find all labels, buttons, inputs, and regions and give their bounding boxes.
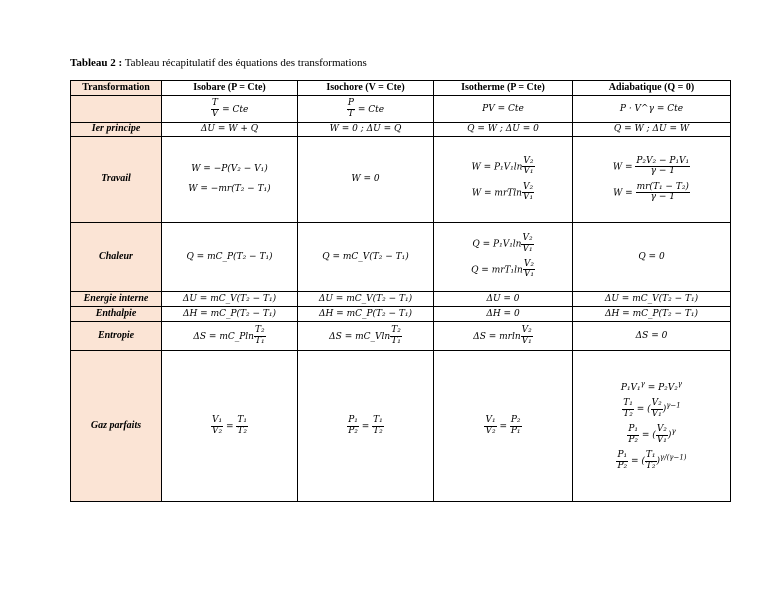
enthalpie-row bbox=[71, 307, 731, 322]
enthalpie-isochore: ΔH = mC_P(T₂ − T₁) bbox=[298, 307, 434, 322]
travail-head: Travail bbox=[71, 137, 162, 223]
header-isotherme: Isotherme (P = Cte) bbox=[434, 81, 573, 96]
law-row-head bbox=[71, 96, 162, 123]
energie-isobare: ΔU = mC_V(T₂ − T₁) bbox=[162, 292, 298, 307]
entropie-isobare: ΔS = mC_Pln $\frac{\text{T₂}}{\text{T₁}}$ bbox=[162, 322, 298, 351]
chaleur-adiabatique: Q = 0 bbox=[573, 223, 731, 292]
entropie-isotherme: ΔS = mrln $\frac{\text{V₂}}{\text{V₁}}$ bbox=[434, 322, 573, 351]
gaz-adiabatique: P₁V₁$^\gamma$ = P₂V₂$^\gamma$ $\frac{\text{T₁}}{\text{T₂}}$ = ( $\frac{\text{V₂}}{\text{V₁}}$ )$^{\gamma-1}$ $\frac{\text{P₁}}{\text{P₂}}$ = ( $\frac{\text{V₂}}{\text{V₁}}$ )$^\gamma$ $\frac{\text{P₁}}{\text{P₂}}$ = ( $\frac{\text{T₁}}{\text{T₂}}$ )$^{\gamma/(\gamma-1)}$ bbox=[573, 351, 731, 502]
law-row bbox=[71, 96, 731, 123]
principe-adiabatique: Q = W ; ΔU = W bbox=[573, 123, 731, 137]
chaleur-isobare: Q = mC_P(T₂ − T₁) bbox=[162, 223, 298, 292]
header-row bbox=[71, 81, 731, 96]
principe-isotherme: Q = W ; ΔU = 0 bbox=[434, 123, 573, 137]
gaz-row bbox=[71, 351, 731, 502]
entropie-row bbox=[71, 322, 731, 351]
energie-isochore: ΔU = mC_V(T₂ − T₁) bbox=[298, 292, 434, 307]
energie-head: Energie interne bbox=[71, 292, 162, 307]
gaz-isochore: $\frac{\text{P₁}}{\text{P₂}}$ = $\frac{\text{T₁}}{\text{T₂}}$ bbox=[298, 351, 434, 502]
travail-isotherme: W = P₁V₁ln $\frac{\text{V₂}}{\text{V₁}}$ W = mrTln $\frac{\text{V₂}}{\text{V₁}}$ bbox=[434, 137, 573, 223]
gaz-isobare: $\frac{\text{V₁}}{\text{V₂}}$ = $\frac{\text{T₁}}{\text{T₂}}$ bbox=[162, 351, 298, 502]
travail-adiabatique: W = $\frac{\text{P₂V₂ − P₁V₁}}{\gamma - 1}$ W = $\frac{\text{mr(T₁ − T₂)}}{\gamma - 1}$ bbox=[573, 137, 731, 223]
caption-label: Tableau 2 : bbox=[70, 57, 123, 69]
travail-row bbox=[71, 137, 731, 223]
travail-isochore: W = 0 bbox=[298, 137, 434, 223]
chaleur-isotherme: Q = P₁V₁ln $\frac{\text{V₂}}{\text{V₁}}$ Q = mrT₁ln $\frac{\text{V₂}}{\text{V₁}}$ bbox=[434, 223, 573, 292]
enthalpie-isobare: ΔH = mC_P(T₂ − T₁) bbox=[162, 307, 298, 322]
gaz-head: Gaz parfaits bbox=[71, 351, 162, 502]
law-isobare: $\frac{T}{V}$ = Cte bbox=[162, 96, 298, 123]
table-caption bbox=[70, 57, 367, 69]
enthalpie-adiabatique: ΔH = mC_P(T₂ − T₁) bbox=[573, 307, 731, 322]
principe-head: Ier principe bbox=[71, 123, 162, 137]
entropie-isochore: ΔS = mC_Vln $\frac{\text{T₂}}{\text{T₁}}$ bbox=[298, 322, 434, 351]
law-isotherme: PV = Cte bbox=[434, 96, 573, 123]
enthalpie-head: Enthalpie bbox=[71, 307, 162, 322]
header-adiabatique: Adiabatique (Q = 0) bbox=[573, 81, 731, 96]
summary-table bbox=[70, 80, 731, 502]
law-adiabatique: P · V^γ = Cte bbox=[573, 96, 731, 123]
gaz-isotherme: $\frac{\text{V₁}}{\text{V₂}}$ = $\frac{\text{P₂}}{\text{P₁}}$ bbox=[434, 351, 573, 502]
header-isobare: Isobare (P = Cte) bbox=[162, 81, 298, 96]
law-isochore: $\frac{P}{T}$ = Cte bbox=[298, 96, 434, 123]
principe-isobare: ΔU = W + Q bbox=[162, 123, 298, 137]
chaleur-isochore: Q = mC_V(T₂ − T₁) bbox=[298, 223, 434, 292]
entropie-head: Entropie bbox=[71, 322, 162, 351]
enthalpie-isotherme: ΔH = 0 bbox=[434, 307, 573, 322]
energie-isotherme: ΔU = 0 bbox=[434, 292, 573, 307]
entropie-adiabatique: ΔS = 0 bbox=[573, 322, 731, 351]
principe-isochore: W = 0 ; ΔU = Q bbox=[298, 123, 434, 137]
energie-adiabatique: ΔU = mC_V(T₂ − T₁) bbox=[573, 292, 731, 307]
chaleur-row bbox=[71, 223, 731, 292]
principe-row bbox=[71, 123, 731, 137]
caption-text: Tableau récapitulatif des équations des transformations bbox=[124, 57, 367, 69]
travail-isobare: W = −P(V₂ − V₁) W = −mr(T₂ − T₁) bbox=[162, 137, 298, 223]
chaleur-head: Chaleur bbox=[71, 223, 162, 292]
header-isochore: Isochore (V = Cte) bbox=[298, 81, 434, 96]
header-transformation: Transformation bbox=[71, 81, 162, 96]
energie-row bbox=[71, 292, 731, 307]
